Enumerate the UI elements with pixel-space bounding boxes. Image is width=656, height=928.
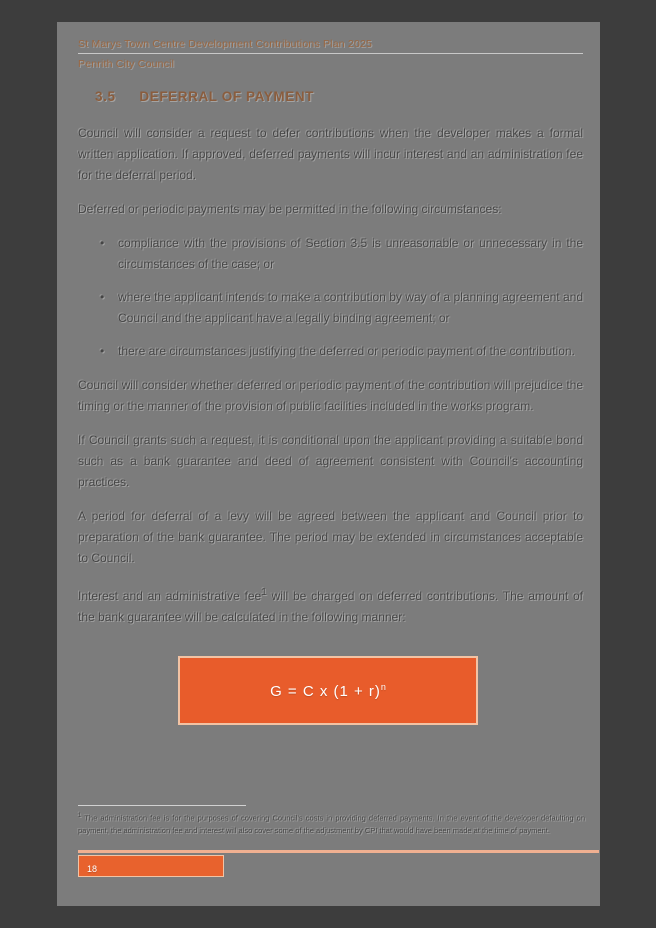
footnote-rule <box>78 805 246 806</box>
bullet-text: where the applicant intends to make a contribution by way of a planning agreement and Council and the applicant have a legally binding agreement; or <box>118 290 583 325</box>
bullet-dot: • <box>100 236 105 250</box>
section-number: 3.5 <box>95 89 116 104</box>
section-heading <box>78 89 583 104</box>
bullet-item <box>78 233 583 275</box>
section-title: DEFERRAL OF PAYMENT <box>139 89 315 104</box>
paragraph: Deferred or periodic payments may be permitted in the following circumstances: <box>78 202 502 216</box>
paragraph: Council will consider a request to defer contributions when the developer makes a formal written application. If approved, deferred payments will incur interest and an administration fee for the deferral period. <box>78 126 583 182</box>
footnote-reference: 1 <box>261 587 267 598</box>
bullet-text: compliance with the provisions of Section 3.5 is unreasonable or unnecessary in the circumstances of the case; or <box>118 236 583 271</box>
page-content <box>57 22 600 725</box>
formula-base: G = C x (1 + r) <box>270 682 381 700</box>
document-header-title: St Marys Town Centre Development Contributions Plan 2025 <box>78 38 373 50</box>
paragraph-text: will be charged on deferred contributions. The amount of the bank guarantee will be calculated in the following manner: <box>78 589 584 624</box>
header-divider <box>78 53 583 54</box>
paragraph: If Council grants such a request, it is conditional upon the applicant providing a suitable bond such as a bank guarantee and deed of agreement consistent with Council's accounting practices. <box>78 433 583 489</box>
footnote <box>78 810 585 837</box>
paragraph: Council will consider whether deferred or periodic payment of the contribution will prejudice the timing or the manner of the provision of public facilities included in the works program. <box>78 378 583 413</box>
formula-exponent: n <box>380 681 386 692</box>
page-number-box <box>78 855 224 877</box>
footnote-marker: 1 <box>78 813 82 819</box>
document-page <box>57 22 600 906</box>
bullet-dot: • <box>100 344 105 358</box>
page-number: 18 <box>87 864 98 874</box>
paragraph-text: Interest and an administrative fee <box>78 589 262 603</box>
bullet-text: there are circumstances justifying the deferred or periodic payment of the contribution. <box>118 344 575 358</box>
formula-text <box>270 682 386 700</box>
bullet-dot: • <box>100 290 105 304</box>
document-header-subtitle: Penrith City Council <box>78 58 175 70</box>
paragraph <box>78 582 583 628</box>
bullet-item <box>78 341 583 362</box>
footer-accent-line <box>78 850 599 853</box>
bullet-list <box>78 233 583 362</box>
footnote-text: The administration fee is for the purposes of covering Council's costs in providing deferred payments. In the event of the developer defaulting on payment, the administration fee and interest will also cover some of the adjustment by CPI that would have been made at the time of payment. <box>78 813 585 835</box>
bullet-item <box>78 287 583 329</box>
formula-box <box>178 656 478 725</box>
paragraph: A period for deferral of a levy will be agreed between the applicant and Council prior to preparation of the bank guarantee. The period may be extended in circumstances acceptable to Council. <box>78 509 583 565</box>
